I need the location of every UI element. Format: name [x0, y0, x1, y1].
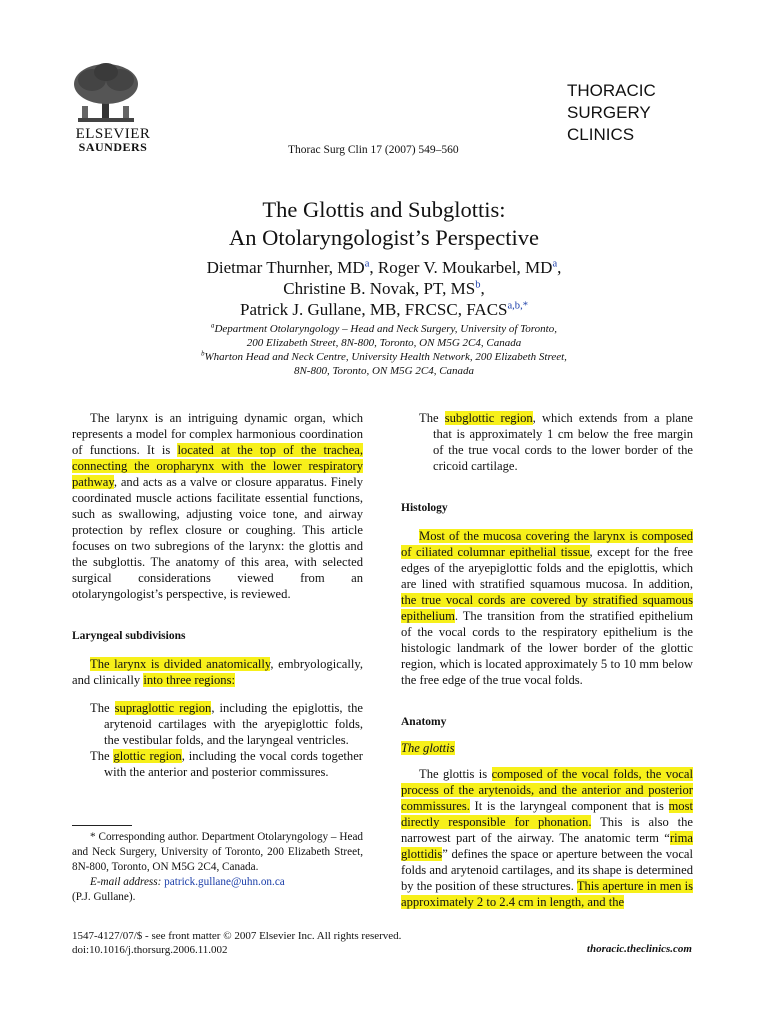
- right-column: [401, 410, 693, 910]
- text-run: The larynx is an intriguing dynamic organ, which represents a model for complex harmonious coordination of functions. It is: [72, 411, 363, 457]
- text-run: The: [90, 749, 114, 763]
- author-name: Roger V. Moukarbel, MD: [377, 258, 553, 277]
- author-list: [0, 257, 768, 320]
- highlighted-text: composed of the vocal folds, the vocal process of the arytenoids, and the anterior and posterior commissures.: [401, 767, 693, 813]
- journal-citation: Thorac Surg Clin 17 (2007) 549–560: [288, 144, 459, 156]
- article-title: The Glottis and Subglottis: An Otolaryngologist’s Perspective: [229, 197, 539, 250]
- affiliation-mark[interactable]: a: [364, 258, 370, 270]
- text-run: This is also the narrowest part of the airway. The anatomic term “: [401, 815, 693, 845]
- copyright-footer: 1547-4127/07/$ - see front matter © 2007 Elsevier Inc. All rights reserved. doi:10.1016/j.thorsurg.2006.11.002: [72, 930, 402, 956]
- affiliation-mark[interactable]: a: [552, 258, 558, 270]
- text-run: , which extends from a plane that is approximately 1 cm below the free margin of the true vocal cords to the lower border of the cricoid cartilage.: [433, 411, 693, 473]
- text-run: , and acts as a valve or closure apparatus. Finely coordinated muscle actions facilitate essential functions, such as swallowing, adjusting voice tone, and airway protection by reflex closure or coughing. This article focuses on two subregions of the larynx: the glottis and the subglottis. The anatomy of this area, with selected surgical considerations viewed from an otolaryngologist’s perspective, is reviewed.: [72, 475, 363, 601]
- intro-paragraph: [72, 410, 363, 602]
- text-run: The: [419, 411, 445, 425]
- text-run: , except for the free edges of the aryepiglottic folds and the epiglottis, which are lined with stratified squamous mucosa. In addition,: [401, 545, 693, 591]
- journal-title: THORACIC SURGERY CLINICS: [567, 81, 656, 144]
- elsevier-tree-logo-icon: [68, 62, 144, 128]
- publisher-imprint: SAUNDERS: [78, 140, 148, 154]
- highlighted-text: subglottic region: [444, 411, 533, 425]
- author-line: [0, 299, 768, 320]
- section-heading: Anatomy: [401, 716, 447, 728]
- text-run: , including the vocal cords together with the anterior and posterior commissures.: [104, 749, 363, 779]
- highlighted-text: glottic region: [113, 749, 182, 763]
- section-heading: Laryngeal subdivisions: [72, 630, 186, 642]
- list-item-supraglottic: [72, 700, 363, 748]
- author-line: [0, 257, 768, 278]
- author-line: [0, 278, 768, 299]
- doi: doi:10.1016/j.thorsurg.2006.11.002: [72, 944, 228, 956]
- text-run: , embryologically, and clinically: [72, 657, 364, 687]
- highlighted-text: located at the top of the trachea, connecting the oropharynx with the lower respiratory pathway: [72, 443, 363, 489]
- affiliations: $^a$Department Otolaryngology – Head and Neck Surgery, University of Toronto, 200 Elizabeth Street, 8N-800, Toronto, ON M5G 2C4, Canada $^b$Wharton Head and Neck Centre, University Health Network, 200 Elizabeth Street, 8N-800, Toronto, ON M5G 2C4, Canada: [201, 322, 567, 377]
- author-name: Dietmar Thurnher, MD: [206, 258, 365, 277]
- subsection-heading: The glottis: [401, 741, 455, 755]
- text-run: The glottis is: [419, 767, 492, 781]
- highlighted-text: into three regions:: [143, 673, 235, 687]
- highlighted-text: most directly responsible for phonation.: [401, 799, 693, 829]
- publisher-name: ELSEVIER: [75, 126, 151, 142]
- text-run: The: [90, 701, 115, 715]
- affiliation-mark[interactable]: a,b,*: [507, 300, 528, 312]
- footnote-divider: [72, 825, 132, 826]
- highlighted-text: The larynx is divided anatomically: [90, 657, 271, 671]
- section-heading: Histology: [401, 502, 448, 514]
- highlighted-text: Most of the mucosa covering the larynx is composed of ciliated columnar epithelial tissue: [401, 529, 693, 559]
- highlighted-text: supraglottic region: [114, 701, 212, 715]
- text-run: It is the laryngeal component that is: [469, 799, 669, 813]
- author-name: Patrick J. Gullane, MB, FRCSC, FACS: [240, 300, 508, 319]
- highlighted-text: the true vocal cords are covered by stratified squamous epithelium: [401, 593, 693, 623]
- email-link[interactable]: patrick.gullane@uhn.on.ca: [164, 876, 285, 888]
- left-column: [72, 410, 363, 780]
- affiliation-mark[interactable]: b: [475, 279, 481, 291]
- highlighted-text: This aperture in men is approximately 2 to 2.4 cm in length, and the: [401, 879, 693, 909]
- glottis-paragraph: [401, 766, 693, 910]
- highlighted-text: rima glottidis: [401, 831, 693, 861]
- author-name: Christine B. Novak, PT, MS: [283, 279, 476, 298]
- text-run: , including the epiglottis, the arytenoid cartilages with the aryepiglottic folds, the vestibular folds, and the laryngeal ventricles.: [104, 701, 364, 747]
- journal-website-link[interactable]: thoracic.theclinics.com: [586, 943, 692, 955]
- list-item-glottic: [72, 748, 363, 780]
- list-item-subglottic: [401, 410, 693, 474]
- corresponding-author-footnote: * Corresponding author. Department Otolaryngology – Head and Neck Surgery, University of Toronto, 200 Elizabeth Street, 8N-800, Toronto, ON M5G 2C4, Canada. E-mail address: patrick.gullane@uhn.on.ca (P.J. Gullane).: [72, 831, 363, 903]
- publisher-logo: [68, 128, 158, 154]
- author-separator: ,: [557, 258, 562, 277]
- author-separator: ,: [369, 258, 378, 277]
- text-run: ” defines the space or aperture between the vocal folds and arytenoid cartilages, and its shape is determined by the position of these structures.: [401, 847, 693, 893]
- text-run: . The transition from the stratified epithelium of the vocal cords to the respiratory epithelium is the histologic landmark of the lower border of the glottic region, which is located approximately 5 to 10 mm below the free edge of the true vocal folds.: [401, 609, 693, 687]
- histology-paragraph: [401, 528, 693, 688]
- subdivisions-paragraph: [72, 656, 363, 688]
- author-separator: ,: [480, 279, 485, 298]
